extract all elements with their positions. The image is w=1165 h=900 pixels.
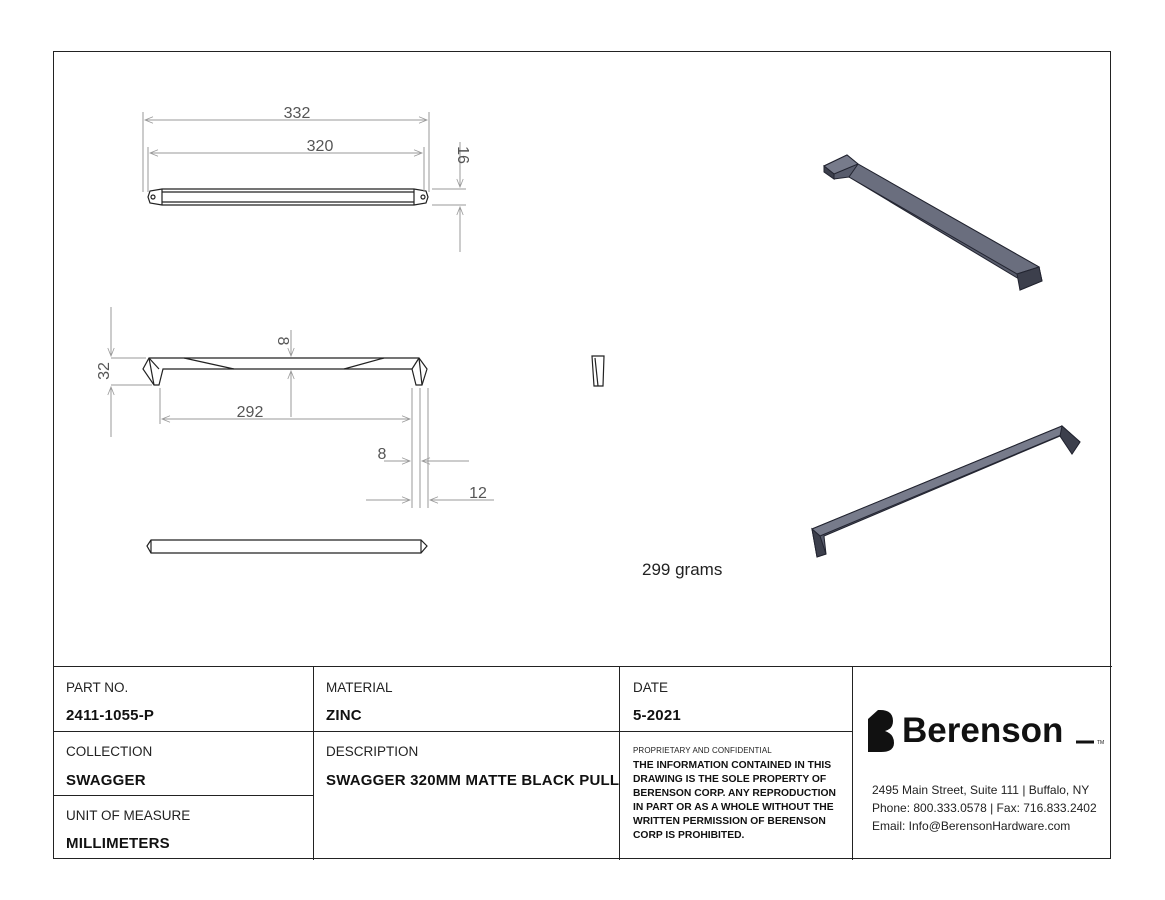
trademark-mark: TM <box>1097 740 1105 746</box>
part-no-label: PART NO. <box>66 680 129 695</box>
description-value: SWAGGER 320MM MATTE BLACK PULL <box>326 772 620 789</box>
berenson-logo <box>866 705 1106 753</box>
unit-of-measure-label: UNIT OF MEASURE <box>66 808 191 823</box>
dim-foot-depth: 12 <box>469 485 487 502</box>
end-view <box>592 356 604 386</box>
proprietary-line: THE INFORMATION CONTAINED IN THIS <box>633 760 832 771</box>
isometric-view-1 <box>824 155 1042 290</box>
dim-overall-length: 332 <box>283 105 311 122</box>
proprietary-line: WRITTEN PERMISSION OF BERENSON <box>633 816 826 827</box>
material-value: ZINC <box>326 707 362 724</box>
proprietary-heading: PROPRIETARY AND CONFIDENTIAL <box>633 746 772 755</box>
dim-projection: 32 <box>96 362 113 380</box>
isometric-view-2 <box>812 426 1080 557</box>
dim-end-width: 16 <box>454 146 471 164</box>
material-label: MATERIAL <box>326 680 393 695</box>
proprietary-line: BERENSON CORP. ANY REPRODUCTION <box>633 788 836 799</box>
company-phone: Phone: 800.333.0578 | Fax: 716.833.2402 <box>872 801 1097 815</box>
dim-foot-width: 8 <box>377 446 387 463</box>
technical-drawing <box>54 52 1112 668</box>
dim-hole-spacing: 320 <box>306 138 334 155</box>
proprietary-notice <box>633 759 848 843</box>
proprietary-line: IN PART OR AS A WHOLE WITHOUT THE <box>633 802 834 813</box>
unit-of-measure-value: MILLIMETERS <box>66 835 170 852</box>
collection-value: SWAGGER <box>66 772 146 789</box>
proprietary-line: DRAWING IS THE SOLE PROPERTY OF <box>633 774 827 785</box>
collection-label: COLLECTION <box>66 744 153 759</box>
description-label: DESCRIPTION <box>326 744 419 759</box>
bottom-view <box>147 540 427 553</box>
berenson-b-mark-icon <box>868 710 894 752</box>
date-value: 5-2021 <box>633 707 681 724</box>
dim-bar-thickness: 8 <box>274 336 291 346</box>
side-view <box>143 358 427 385</box>
company-address: 2495 Main Street, Suite 111 | Buffalo, NY <box>872 783 1090 797</box>
side-view-dimensions <box>111 307 494 508</box>
company-contact <box>872 781 1097 835</box>
title-block <box>54 666 1112 860</box>
date-label: DATE <box>633 680 669 695</box>
dim-inner-clearance: 292 <box>236 404 264 421</box>
proprietary-line: CORP IS PROHIBITED. <box>633 830 745 841</box>
top-view-dimensions <box>143 112 466 252</box>
weight-label: 299 grams <box>642 560 723 579</box>
part-no-value: 2411-1055-P <box>66 707 155 724</box>
drawing-sheet <box>53 51 1111 859</box>
company-name: Berenson <box>902 711 1064 750</box>
company-email: Email: Info@BerensonHardware.com <box>872 819 1071 833</box>
top-view <box>148 189 428 205</box>
